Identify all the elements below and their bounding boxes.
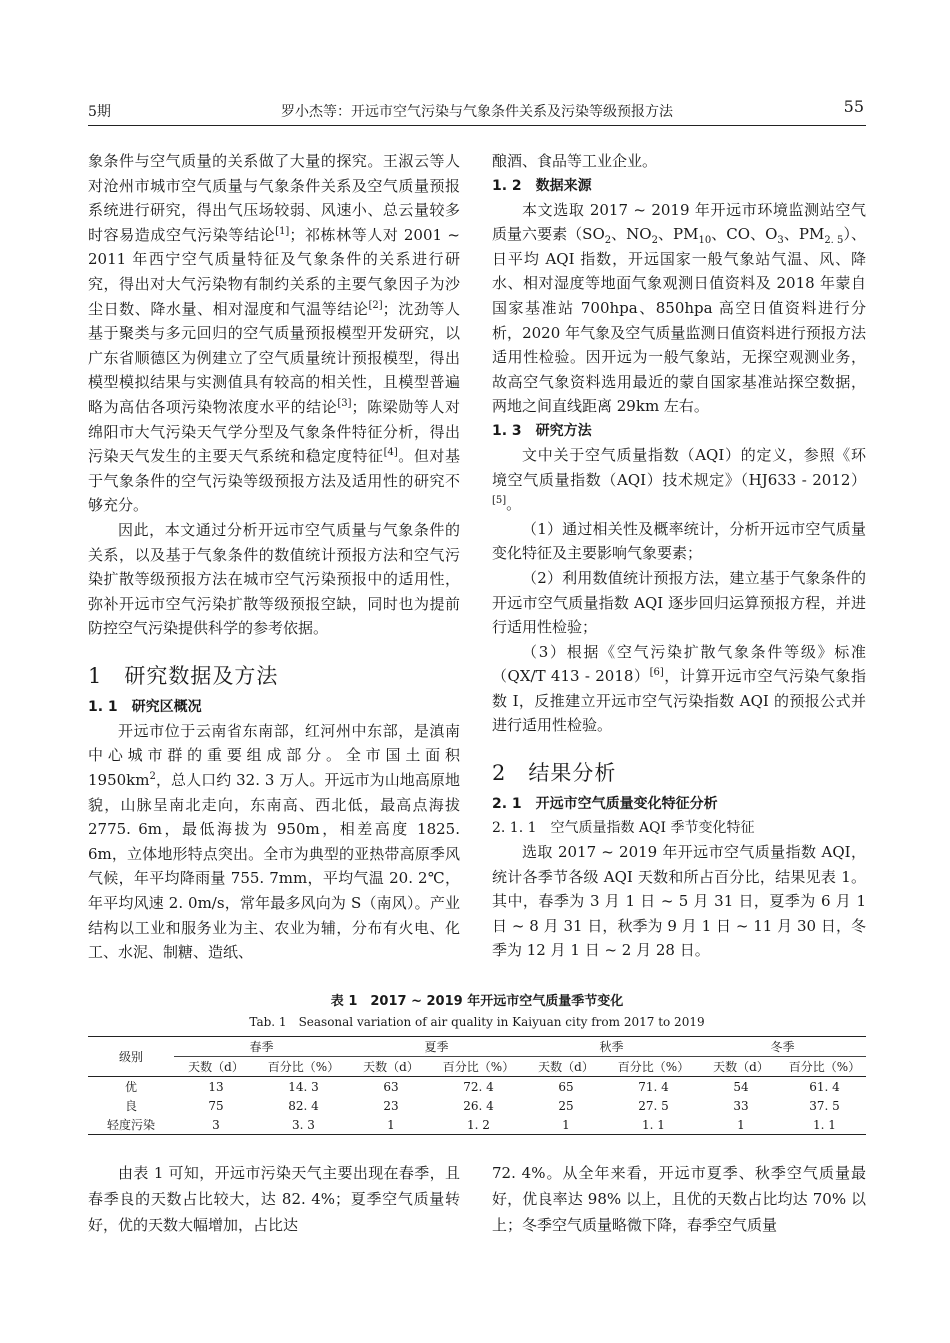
paragraph-method-1: （1）通过相关性及概率统计，分析开远市空气质量变化特征及主要影响气象要素； [492,519,866,563]
percent-header: 百分比（%） [258,1057,349,1077]
section-1-2-heading: 1. 2 数据来源 [492,177,592,194]
section-1-heading: 1 研究数据及方法 [88,663,279,688]
days-header: 天数（d） [349,1057,433,1077]
level-header: 级别 [88,1037,174,1077]
paragraph-table-analysis: 由表 1 可知，开远市污染天气主要出现在春季，且春季良的天数占比较大，达 82. 4%；夏季空气质量转好，优的天数大幅增加，占比达 [88,1164,460,1234]
level-cell: 优 [124,1080,137,1094]
page-number: 55 [843,97,864,116]
table-cell: 1 [349,1115,433,1135]
left-column [88,149,460,965]
section-2-1-heading: 2. 1 开远市空气质量变化特征分析 [492,796,718,813]
section-1-1-heading: 1. 1 研究区概况 [88,698,202,715]
paragraph-method-2: （2）利用数值统计预报方法，建立基于气象条件的开远市空气质量指数 AQI 逐步回归运算预报方程，并进行适用性检验； [492,568,866,637]
table-cell: 37. 5 [809,1098,840,1113]
citation-2[interactable]: [2] [368,299,383,311]
table-cell: 3. 3 [258,1115,349,1135]
table-cell: 13 [208,1079,224,1094]
days-header: 天数（d） [524,1057,608,1077]
percent-header: 百分比（%） [783,1057,866,1077]
season-header: 秋季 [524,1037,699,1057]
paragraph-data-source: 本文选取 2017 ~ 2019 年开远市环境监测站空气质量六要素（$SO_2$、$NO_2$、$PM_{10}$、CO、$O_3$、$PM_{2. 5}$）、日平均 AQI 指数，开远国家一般气象站气温、风、降水、相对湿度等地面气象观测日值资料及 2018 年蒙自国家基准站 700hpa、850hpa 高空日值资料进行分析，2020 年气象及空气质量监测日值资料进行预报方法适用性检验。因开远为一般气象站，无探空观测业务，故高空气象资料选用最近的蒙自国家基准站探空数据，两地之间直线距离 29km 左右。 [492,200,866,416]
right-column [492,149,866,963]
table-cell: 63 [383,1079,399,1094]
paragraph-continuation: 酿酒、食品等工业企业。 [492,152,658,170]
table-cell: 25 [558,1098,574,1113]
section-2-heading: 2 结果分析 [492,761,617,786]
table-row [88,1096,866,1115]
table-row [88,1077,866,1097]
season-header: 冬季 [699,1037,866,1057]
table-caption-en: Tab. 1 Seasonal variation of air quality in Kaiyuan city from 2017 to 2019 [249,1015,705,1029]
bottom-right-column [492,1160,866,1238]
table-cell: 14. 3 [288,1079,319,1094]
table-cell: 1 [699,1115,783,1135]
table-cell: 23 [383,1098,399,1113]
paragraph-method-intro: 文中关于空气质量指数（AQI）的定义，参照《环境空气质量指数（AQI）技术规定》（HJ633 - 2012）[5]。 [492,445,866,514]
running-header [88,97,866,126]
level-cell: 轻度污染 [88,1115,174,1135]
running-title: 罗小杰等：开远市空气污染与气象条件关系及污染等级预报方法 [281,104,673,120]
citation-6[interactable]: [6] [649,667,664,679]
table-cell: 1 [524,1115,608,1135]
table-cell: 82. 4 [288,1098,319,1113]
level-cell: 良 [124,1099,137,1113]
table-cell: 72. 4 [463,1079,494,1094]
citation-4[interactable]: [4] [383,447,398,459]
table-cell: 27. 5 [638,1098,669,1113]
percent-header: 百分比（%） [608,1057,699,1077]
citation-1[interactable]: [1] [275,225,290,237]
table-cell: 1. 2 [433,1115,524,1135]
table-caption-cn: 表 1 2017 ~ 2019 年开远市空气质量季节变化 [330,994,624,1009]
table-cell: 71. 4 [638,1079,669,1094]
days-header: 天数（d） [699,1057,783,1077]
season-header: 夏季 [349,1037,524,1057]
seasonal-air-quality-table [88,1036,866,1135]
paragraph-study-area: 开远市位于云南省东南部，红河州中东部，是滇南中心城市群的重要组成部分。全市国土面积 $1950km^2$，总人口约 32. 3 万人。开远市为山地高原地貌，山脉呈南北走向，东南高、西北低，最高点海拔 2775. 6m，最低海拔为 950m，相差高度 1825. 6m，立体地形特点突出。全市为典型的亚热带高原季风气候，年平均降雨量 755. 7mm，平均气温 20. 2℃，年平均风速 2. 0m/s，常年最多风向为 S（南风）。产业结构以工业和服务业为主、农业为辅，分布有火电、化工、水泥、制糖、造纸、 [88,721,460,962]
section-2-1-1-heading: 2. 1. 1 空气质量指数 AQI 季节变化特征 [492,820,755,837]
section-1-3-heading: 1. 3 研究方法 [492,422,592,439]
paragraph-purpose: 因此，本文通过分析开远市空气质量与气象条件的关系，以及基于气象条件的数值统计预报方法和空气污染扩散等级预报方法在城市空气污染预报中的适用性，弥补开远市空气污染扩散等级预报空缺，同时也为提前防控空气污染提供科学的参考依据。 [88,520,460,638]
percent-header: 百分比（%） [433,1057,524,1077]
table-cell: 61. 4 [809,1079,840,1094]
table-cell: 1. 1 [608,1115,699,1135]
season-header: 春季 [174,1037,349,1057]
table-cell: 75 [208,1098,224,1113]
citation-5[interactable]: [5] [492,495,507,507]
table-cell: 26. 4 [463,1098,494,1113]
table-cell: 33 [733,1098,749,1113]
table-cell: 1. 1 [783,1115,866,1135]
table-cell: 65 [558,1079,574,1094]
table-row [88,1115,866,1135]
citation-3[interactable]: [3] [337,397,352,409]
table-cell: 3 [174,1115,258,1135]
days-header: 天数（d） [174,1057,258,1077]
paragraph-literature-review: 象条件与空气质量的关系做了大量的探究。王淑云等人对沧州市城市空气质量与气象条件关系及空气质量预报系统进行研究，得出气压场较弱、风速小、总云量较多时容易造成空气污染等结论[1]；祁栋林等人对 2001 ~ 2011 年西宁空气质量特征及气象条件的关系进行研究，得出对大气污染物有制约关系的主要气象因子为沙尘日数、降水量、相对湿度和气温等结论[2]；沈劲等人基于聚类与多元回归的空气质量预报模型开发研究，以广东省顺德区为例建立了空气质量统计预报模型，得出模型模拟结果与实测值具有较高的相关性，且模型普遍略为高估各项污染物浓度水平的结论[3]；陈梁勋等人对绵阳市大气污染天气学分型及气象条件特征分析，得出污染天气发生的主要天气系统和稳定度特征[4]。但对基于气象条件的空气污染等级预报方法及适用性的研究不够充分。 [88,152,460,515]
paragraph-aqi-season: 选取 2017 ~ 2019 年开远市空气质量指数 AQI，统计各季节各级 AQI 天数和所占百分比，结果见表 1。其中，春季为 3 月 1 日 ~ 5 月 31 日，夏季为 6 月 1 日 ~ 8 月 31 日，秋季为 9 月 1 日 ~ 11 月 30 日，冬季为 12 月 1 日 ~ 2 月 28 日。 [492,843,866,960]
bottom-left-column [88,1160,460,1238]
paragraph-table-analysis-cont: 72. 4%。从全年来看，开远市夏季、秋季空气质量最好，优良率达 98% 以上，且优的天数占比均达 70% 以上；冬季空气质量略微下降，春季空气质量 [492,1164,866,1234]
paragraph-method-3: （3）根据《空气污染扩散气象条件等级》标准（QX/T 413 - 2018）[6]，计算开远市空气污染气象指数 I，反推建立开远市空气污染指数 AQI 的预报公式并进行适用性检验。 [492,642,866,735]
table-cell: 54 [733,1079,749,1094]
issue-number: 5期 [88,104,111,120]
